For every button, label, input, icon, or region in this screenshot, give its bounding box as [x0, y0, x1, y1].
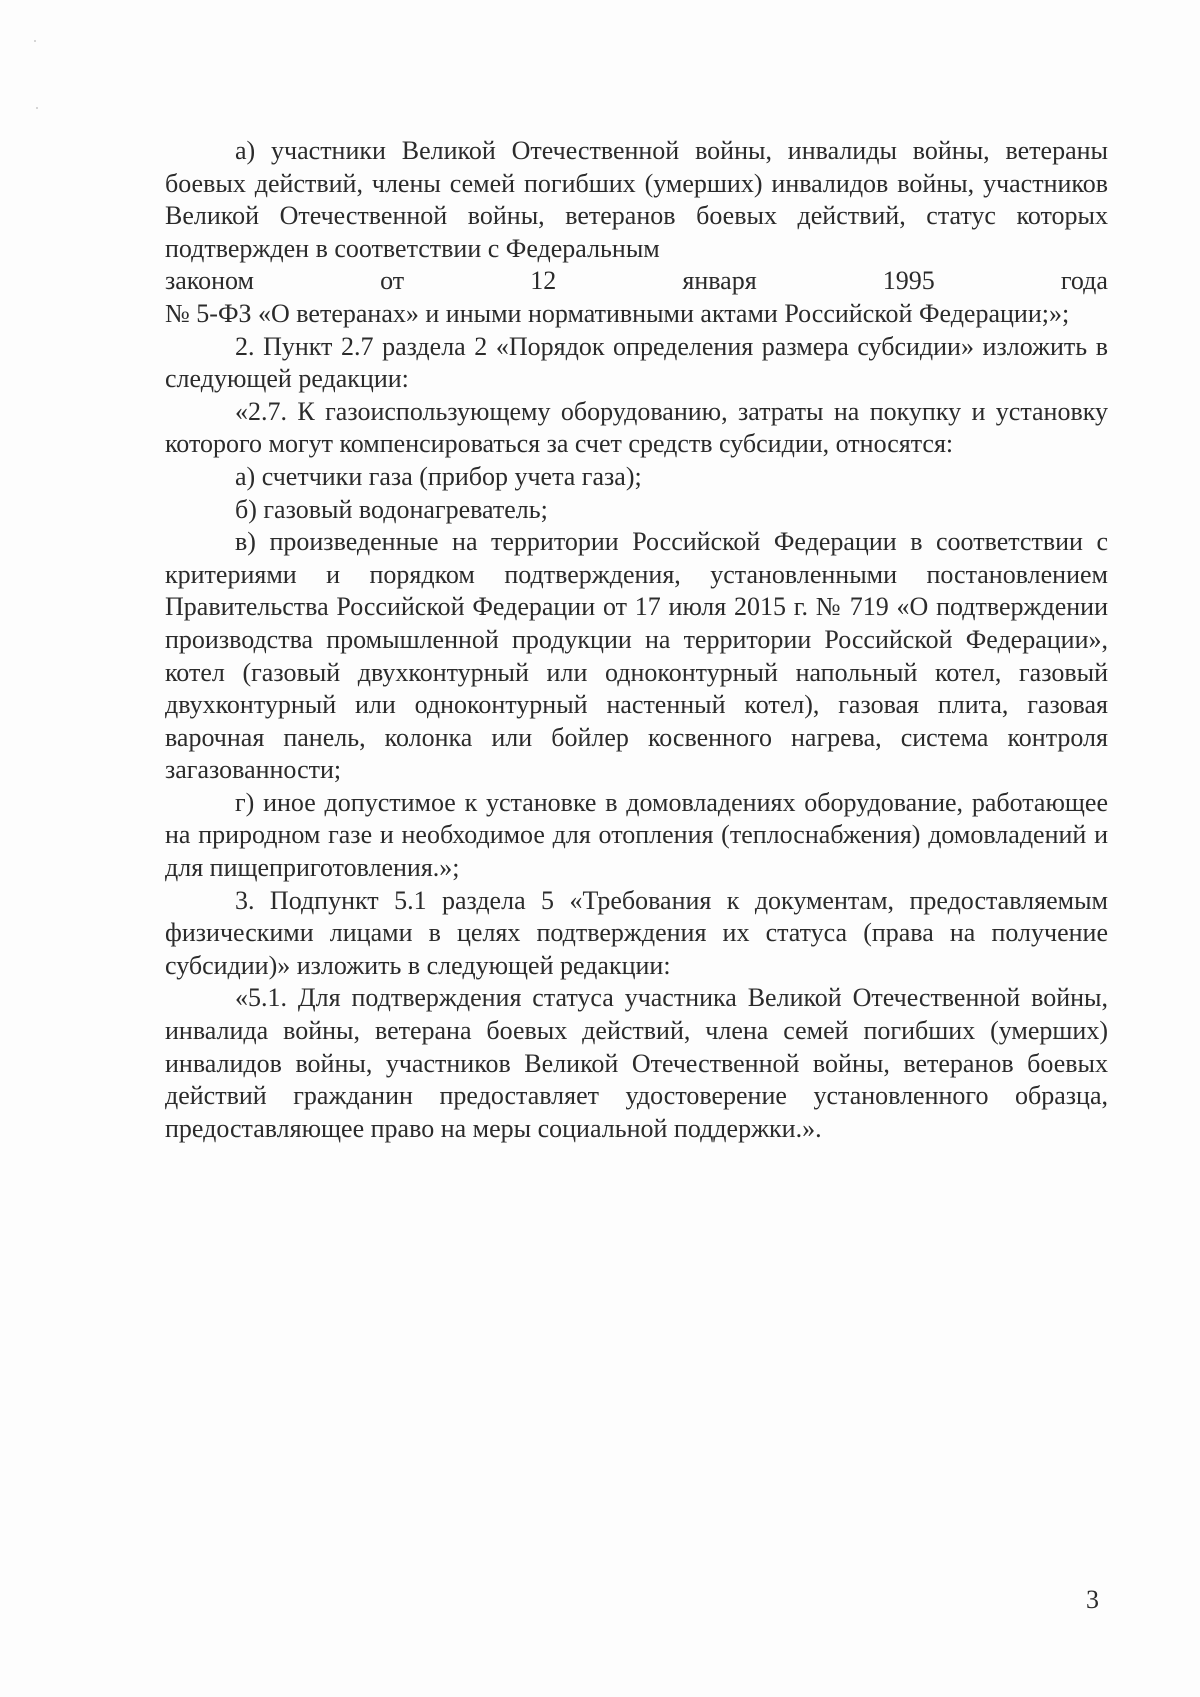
paragraph-status-confirmation: «5.1. Для подтверждения статуса участника Великой Отечественной войны, инвалида войны, ветерана боевых действий, члена семей погибших (умерших) инвалидов войны, участников Великой Отечественной войны, ветеранов боевых действий гражданин предоставляет удостоверение установленного образца, предоставляющее право на меры социальной поддержки.».	[165, 983, 1108, 1143]
scan-artifact-dot	[36, 107, 38, 109]
scan-artifact-dot	[34, 40, 36, 42]
law-word: законом	[165, 266, 254, 296]
law-word: 1995	[882, 266, 935, 296]
document-body	[165, 135, 1108, 1145]
paragraph-veterans-list-end: № 5-ФЗ «О ветеранах» и иными нормативными актами Российской Федерации;»;	[165, 298, 1070, 328]
paragraph-equipment-a: а) счетчики газа (прибор учета газа);	[235, 461, 642, 491]
law-word: января	[682, 266, 757, 296]
paragraph-equipment-d: г) иное допустимое к установке в домовладениях оборудование, работающее на природном газе и необходимое для отопления (теплоснабжения) домовладений и для пищеприготовления.»;	[165, 787, 1108, 883]
law-word: года	[1060, 266, 1108, 296]
paragraph-item-2: 2. Пункт 2.7 раздела 2 «Порядок определения размера субсидии» изложить в следующей редакции:	[165, 331, 1108, 394]
paragraph-equipment-b: б) газовый водонагреватель;	[235, 494, 548, 524]
paragraph-veterans-list-start: а) участники Великой Отечественной войны, инвалиды войны, ветераны боевых действий, члены семей погибших (умерших) инвалидов войны, участников Великой Отечественной войны, ветеранов боевых действий, статус которых подтвержден в соответствии с Федеральным	[165, 136, 1108, 263]
law-word: 12	[530, 266, 557, 296]
paragraph-equipment-c: в) произведенные на территории Российской Федерации в соответствии с критериями и порядком подтверждения, установленными постановлением Правительства Российской Федерации от 17 июля 2015 г. № 719 «О подтверждении производства промышленной продукции на территории Российской Федерации», котел (газовый двухконтурный или одноконтурный напольный котел, газовый двухконтурный или одноконтурный настенный котел), газовая плита, газовая варочная панель, колонка или бойлер косвенного нагрева, система контроля загазованности;	[165, 527, 1108, 785]
paragraph-equipment-intro: «2.7. К газоиспользующему оборудованию, затраты на покупку и установку которого могут компенсироваться за счет средств субсидии, относятся:	[165, 396, 1108, 459]
page-number: 3	[1086, 1585, 1099, 1614]
paragraph-item-3: 3. Подпункт 5.1 раздела 5 «Требования к документам, предоставляемым физическими лицами в целях подтверждения их статуса (права на получение субсидии)» изложить в следующей редакции:	[165, 885, 1108, 980]
law-reference-line	[165, 265, 1108, 298]
law-word: от	[380, 266, 405, 296]
